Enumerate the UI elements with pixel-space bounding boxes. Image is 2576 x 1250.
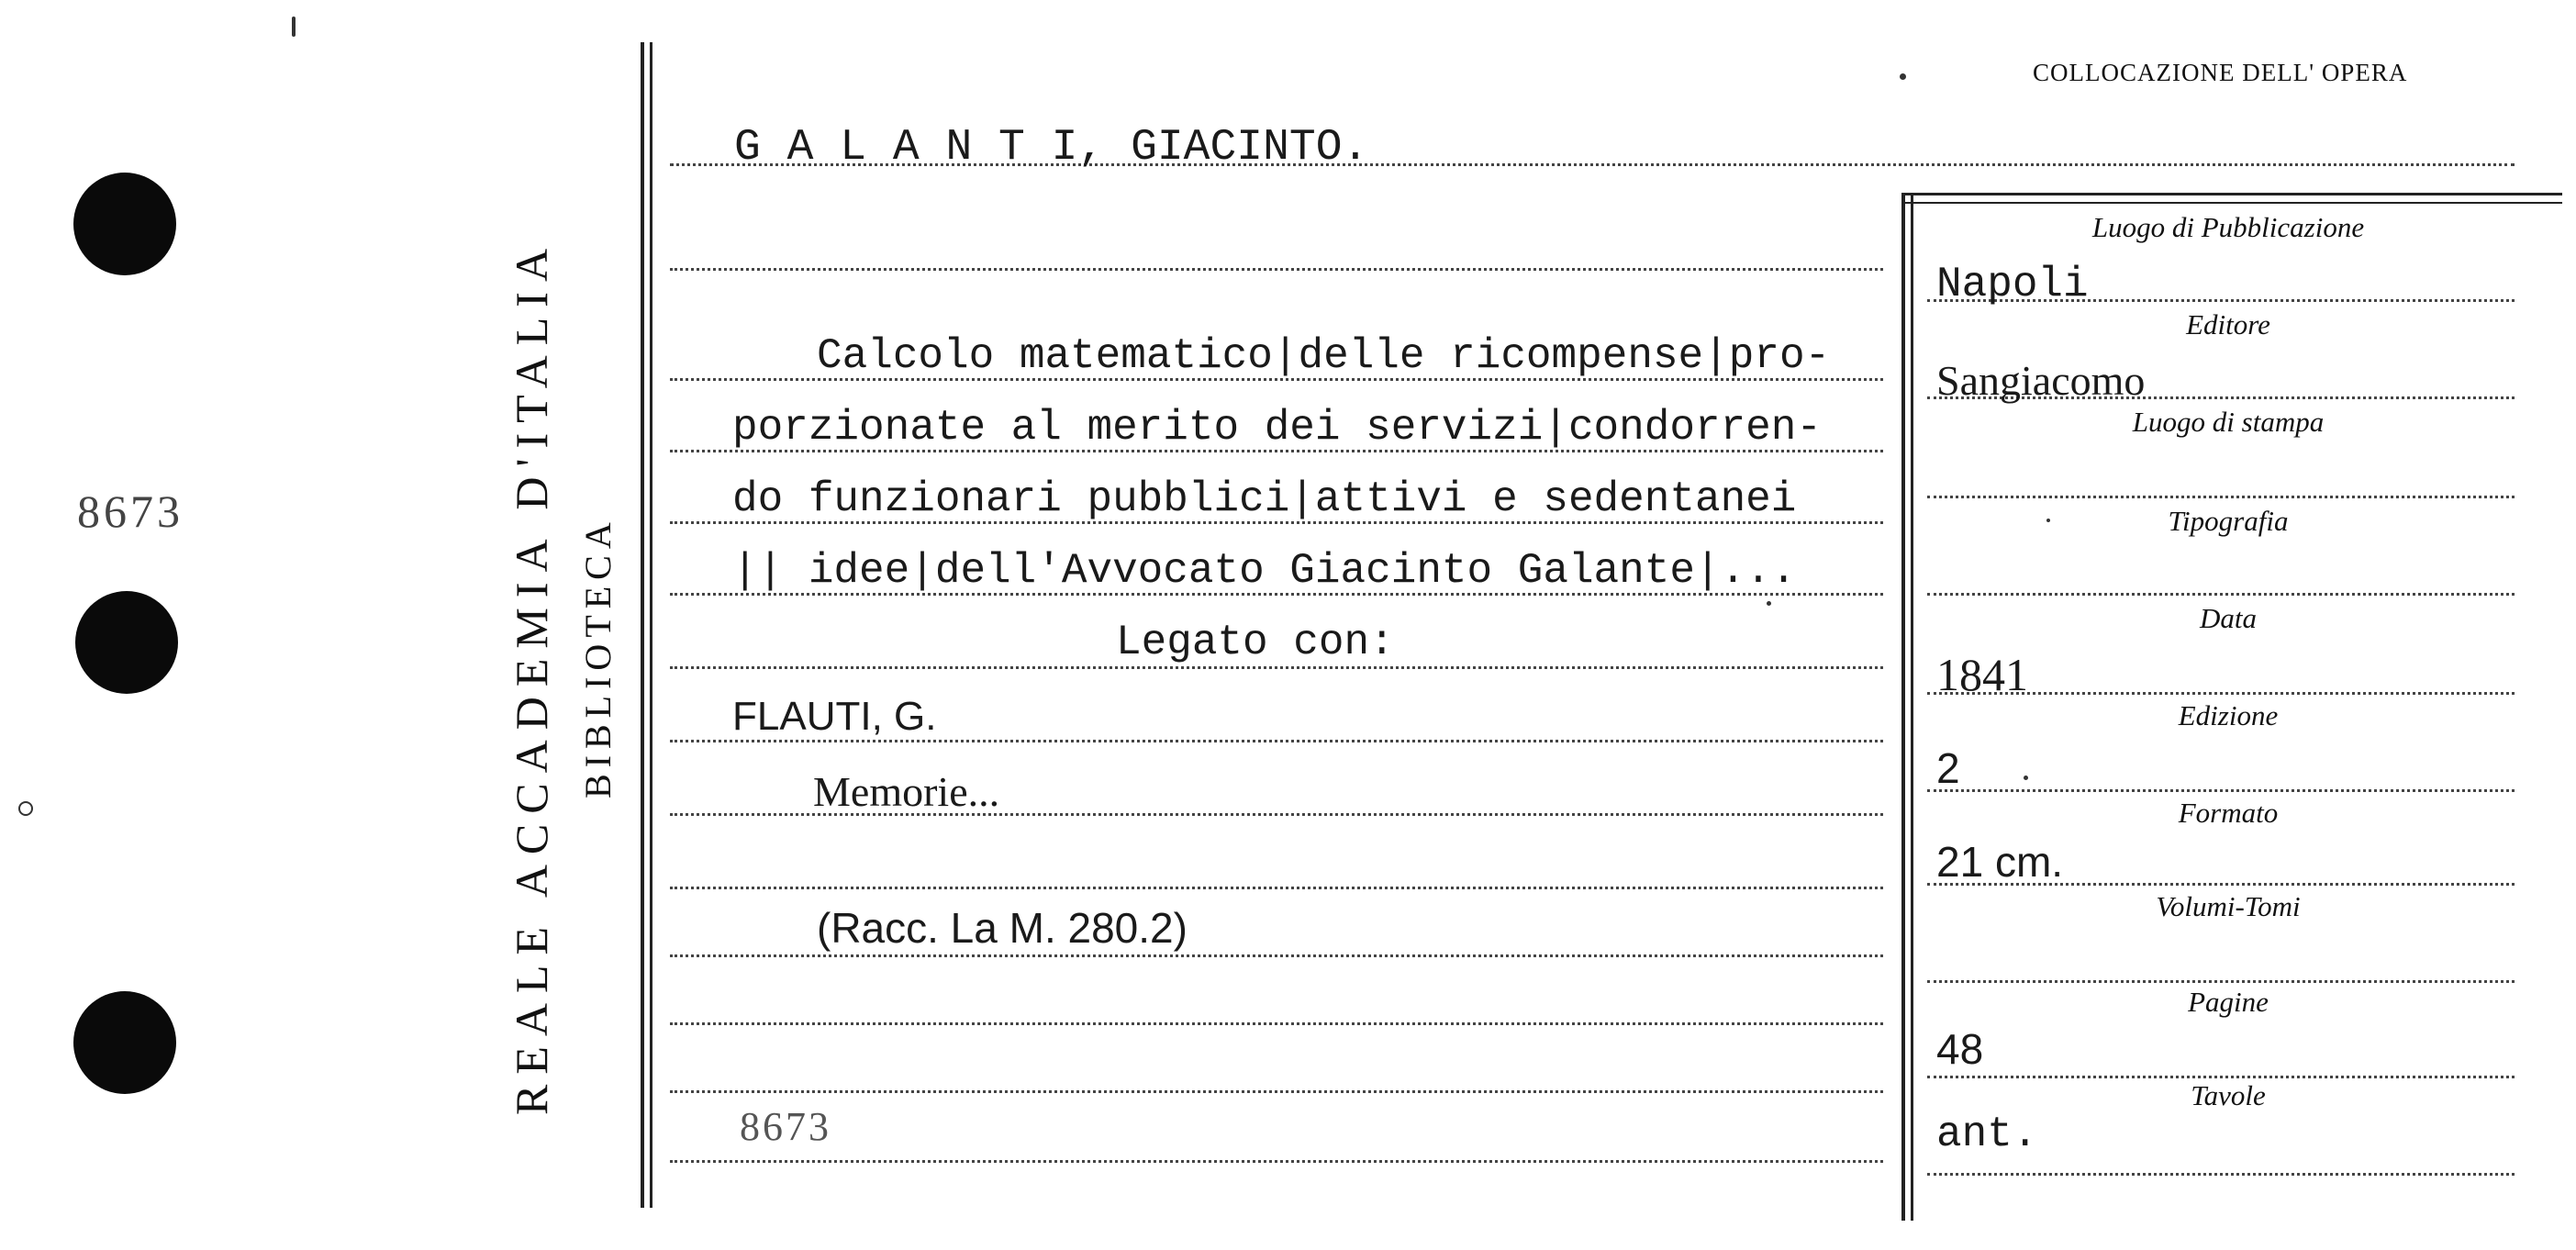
field-value-place-of-publication: Napoli [1936, 261, 2089, 308]
left-border-line [641, 42, 644, 1208]
library-name: BIBLIOTECA [577, 516, 619, 798]
field-line [1927, 496, 2515, 498]
ruled-line [670, 666, 1883, 669]
fields-box-top [1901, 193, 2562, 195]
ruled-line [670, 1160, 1883, 1163]
field-value-edition: 2 [1936, 744, 1960, 792]
field-line [1927, 1076, 2515, 1078]
title-line-3: do funzionari pubblici|attivi e sedentanei [732, 475, 1797, 523]
field-value-publisher: Sangiacomo [1936, 357, 2146, 404]
field-label-format: Formato [2178, 797, 2279, 829]
field-label-date: Data [2200, 602, 2257, 634]
field-label-place-of-printing: Luogo di stampa [2132, 406, 2325, 438]
speck [2046, 519, 2050, 522]
ruled-line [670, 1090, 1883, 1093]
bound-with-label: Legato con: [1116, 619, 1395, 666]
punch-hole-top [73, 173, 176, 275]
speck [2024, 776, 2028, 780]
second-title: Memorie... [813, 768, 1000, 815]
field-value-date: 1841 [1936, 649, 2028, 700]
speck [292, 17, 296, 37]
field-line [1927, 593, 2515, 596]
title-line-4: || idee|dell'Avvocato Giacinto Galante|... [732, 547, 1797, 595]
bottom-number: 8673 [740, 1104, 831, 1149]
punch-hole-middle [75, 591, 178, 694]
second-author: FLAUTI, G. [732, 694, 937, 739]
field-line [1927, 1173, 2515, 1176]
institution-name: REALE ACCADEMIA D'ITALIA [506, 238, 557, 1115]
speck [1767, 601, 1771, 606]
field-value-pages: 48 [1936, 1025, 1984, 1073]
field-label-plates: Tavole [2191, 1079, 2266, 1111]
field-line [1927, 789, 2515, 792]
side-number: 8673 [77, 485, 184, 537]
field-label-printer: Tipografia [2168, 505, 2289, 537]
punch-hole-bottom [73, 991, 176, 1094]
field-value-plates: ant. [1936, 1110, 2038, 1158]
field-value-format: 21 cm. [1936, 838, 2064, 886]
ruled-line [670, 1022, 1883, 1025]
shelfmark: (Racc. La M. 280.2) [817, 904, 1188, 952]
title-line-1: Calcolo matematico|delle ricompense|pro- [817, 332, 1831, 380]
field-label-pages: Pagine [2188, 986, 2269, 1018]
left-border-line [650, 42, 652, 1208]
field-line [1927, 980, 2515, 983]
field-label-place-of-publication: Luogo di Pubblicazione [2091, 211, 2365, 243]
field-label-publisher: Editore [2186, 308, 2270, 340]
ruled-line [670, 740, 1883, 742]
speck [1900, 73, 1906, 80]
ruled-line [670, 268, 1883, 271]
field-label-volumes: Volumi-Tomi [2156, 890, 2301, 922]
collocation-heading: COLLOCAZIONE DELL' OPERA [2033, 59, 2408, 86]
margin-ring-mark [18, 801, 33, 816]
fields-box-border [1901, 193, 1905, 1221]
field-label-edition: Edizione [2178, 699, 2279, 731]
title-line-2: porzionate al merito dei servizi|condorren- [732, 404, 1822, 452]
fields-box-top [1901, 202, 2562, 204]
ruled-line [670, 954, 1883, 957]
fields-box-border [1911, 193, 1913, 1221]
author-heading: G A L A N T I, GIACINTO. [734, 123, 1369, 173]
ruled-line [670, 887, 1883, 889]
